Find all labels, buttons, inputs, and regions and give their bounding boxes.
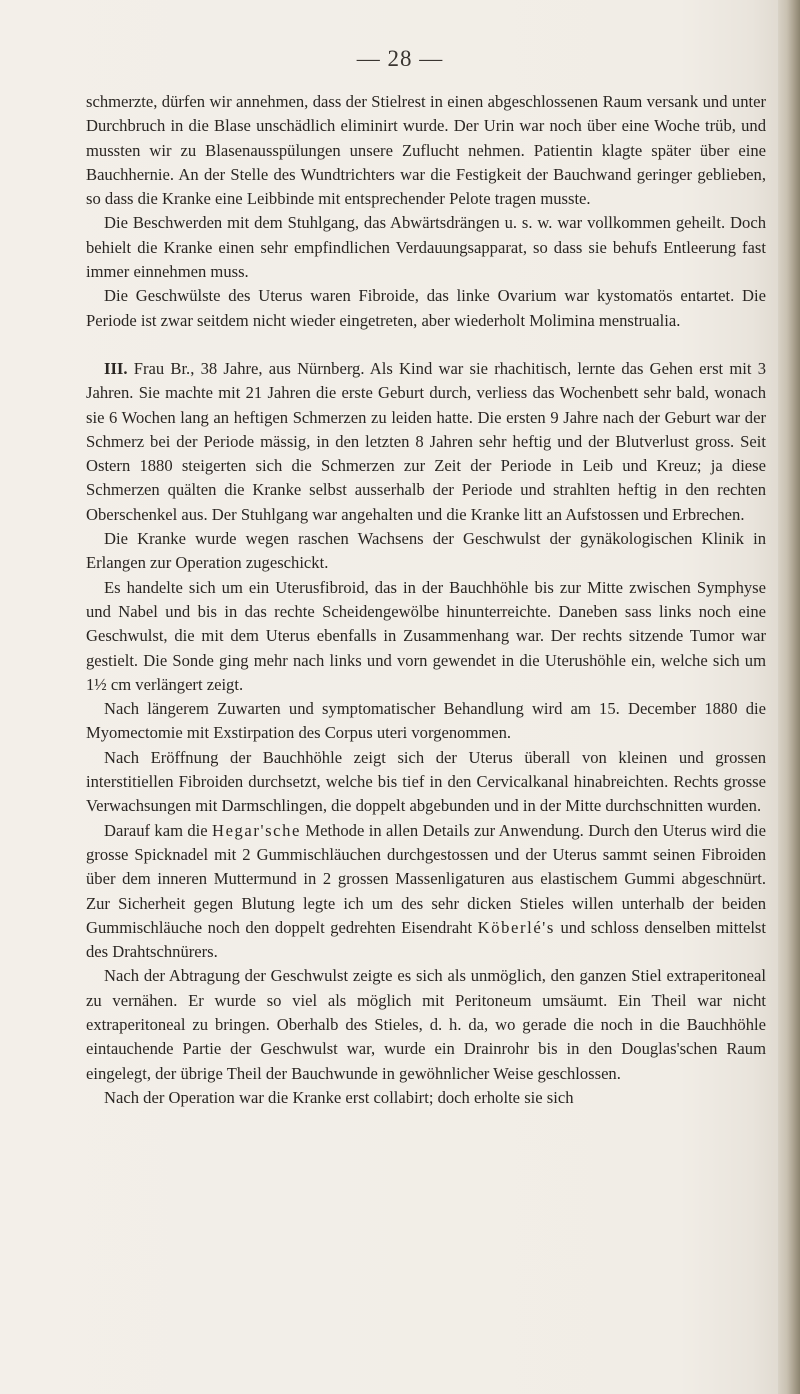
paragraph-continuation: schmerzte, dürfen wir annehmen, dass der Stielrest in einen abgeschlossenen Raum versank und unter Durchbruch in die Blase unschädlich eliminirt wurde. Der Urin war noch über eine Woche trüb, und mussten wir zu Blasenausspülungen unsere Zuflucht nehmen. Patientin klagte später über eine Bauchhernie. An der Stelle des Wundtrichters war die Festigkeit der Bauchwand geringer geblieben, so dass die Kranke eine Leibbinde mit entsprechender Pelote tragen musste. [86, 92, 766, 209]
paragraph-recovery: Nach der Operation war die Kranke erst collabirt; doch erholte sie sich [104, 1087, 574, 1107]
author-name-koeberle: Köberlé's [477, 917, 555, 937]
paragraph-tumors: Die Geschwülste des Uterus waren Fibroide, das linke Ovarium war kystomatös entartet. Die Periode ist zwar seitdem nicht wieder eingetreten, aber wiederholt Molimina menstrualia. [86, 286, 766, 330]
paragraph-operation-date: Nach längerem Zuwarten und symptomatischer Behandlung wird am 15. December 1880 die Myomectomie mit Exstirpation des Corpus uteri vorgenommen. [86, 699, 766, 743]
author-name-hegar: Hegar'sche [211, 820, 301, 840]
page-edge-shadow [778, 0, 800, 1394]
paragraph-method [86, 819, 766, 965]
section-gap [86, 333, 766, 357]
case-number: III. [104, 358, 128, 378]
paragraph-complaints: Die Beschwerden mit dem Stuhlgang, das Abwärtsdrängen u. s. w. war vollkommen geheilt. Doch behielt die Kranke einen sehr empfindlichen Verdauungsapparat, so dass sie behufs Entleerung fast immer einnehmen muss. [86, 213, 766, 282]
page-body [86, 90, 766, 1110]
case-three-intro [86, 357, 766, 527]
page-number: — 28 — [356, 46, 444, 71]
paragraph-opening: Nach Eröffnung der Bauchhöhle zeigt sich der Uterus überall von kleinen und grossen interstitiellen Fibroiden durchsetzt, welche bis tief in den Cervicalkanal hinabreichten. Rechts grosse Verwachsungen mit Darmschlingen, die doppelt abgebunden und in der Mitte durchschnitten wurden. [86, 747, 766, 816]
method-text-b: Methode in allen Details zur Anwendung. Durch den Uterus wird die grosse Spicknadel mit 2 Gummischläuchen durchgestossen und der Uterus sammt seinen Fibroiden über dem inneren Muttermund in 2 grossen Massenligaturen aus elastischem Gummi abgeschnürt. Zur Sicherheit gegen Blutung legte ich um des sehr dicken Stieles willen unterhalb der beiden Gummischläuche noch den doppelt gedrehten Eisendraht [86, 820, 766, 937]
paragraph-stump: Nach der Abtragung der Geschwulst zeigte es sich als unmöglich, den ganzen Stiel extraperitoneal zu vernähen. Er wurde so viel als möglich mit Peritoneum umsäumt. Ein Theil war nicht extraperitoneal zu bringen. Oberhalb des Stieles, d. h. da, wo gerade die noch in die Bauchhöhle eintauchende Partie der Geschwulst war, wurde ein Drainrohr bis in den Douglas'schen Raum eingelegt, der übrige Theil der Bauchwunde in gewöhnlicher Weise geschlossen. [86, 966, 766, 1083]
paragraph-referral: Die Kranke wurde wegen raschen Wachsens der Geschwulst der gynäkologischen Klinik in Erlangen zur Operation zugeschickt. [86, 529, 766, 573]
method-text-a: Darauf kam die [104, 820, 212, 840]
paragraph-findings: Es handelte sich um ein Uterusfibroid, das in der Bauchhöhle bis zur Mitte zwischen Symphyse und Nabel und bis in das rechte Scheidengewölbe hinunterreichte. Daneben sass links noch eine Geschwulst, die mit dem Uterus ebenfalls in Zusammenhang war. Der rechts sitzende Tumor war gestielt. Die Sonde ging mehr nach links und vorn gewendet in die Uterushöhle ein, welche sich um 1½ cm verlängert zeigt. [86, 577, 766, 694]
case-three-intro-text: Frau Br., 38 Jahre, aus Nürnberg. Als Kind war sie rhachitisch, lernte das Gehen erst mit 3 Jahren. Sie machte mit 21 Jahren die erste Geburt durch, verliess das Wochenbett sehr bald, wonach sie 6 Wochen lang an heftigen Schmerzen zu leiden hatte. Die ersten 9 Jahre nach der Geburt war der Schmerz bei der Periode mässig, in den letzten 8 Jahren sehr heftig und der Blutverlust gross. Seit Ostern 1880 steigerten sich die Schmerzen zur Zeit der Periode in Leib und Kreuz; ja diese Schmerzen quälten die Kranke selbst ausserhalb der Periode und strahlten heftig in den rechten Oberschenkel aus. Der Stuhlgang war angehalten und die Kranke litt an Aufstossen und Erbrechen. [86, 358, 766, 524]
method-text-c: und schloss denselben mittelst des Drahtschnürers. [86, 917, 766, 962]
